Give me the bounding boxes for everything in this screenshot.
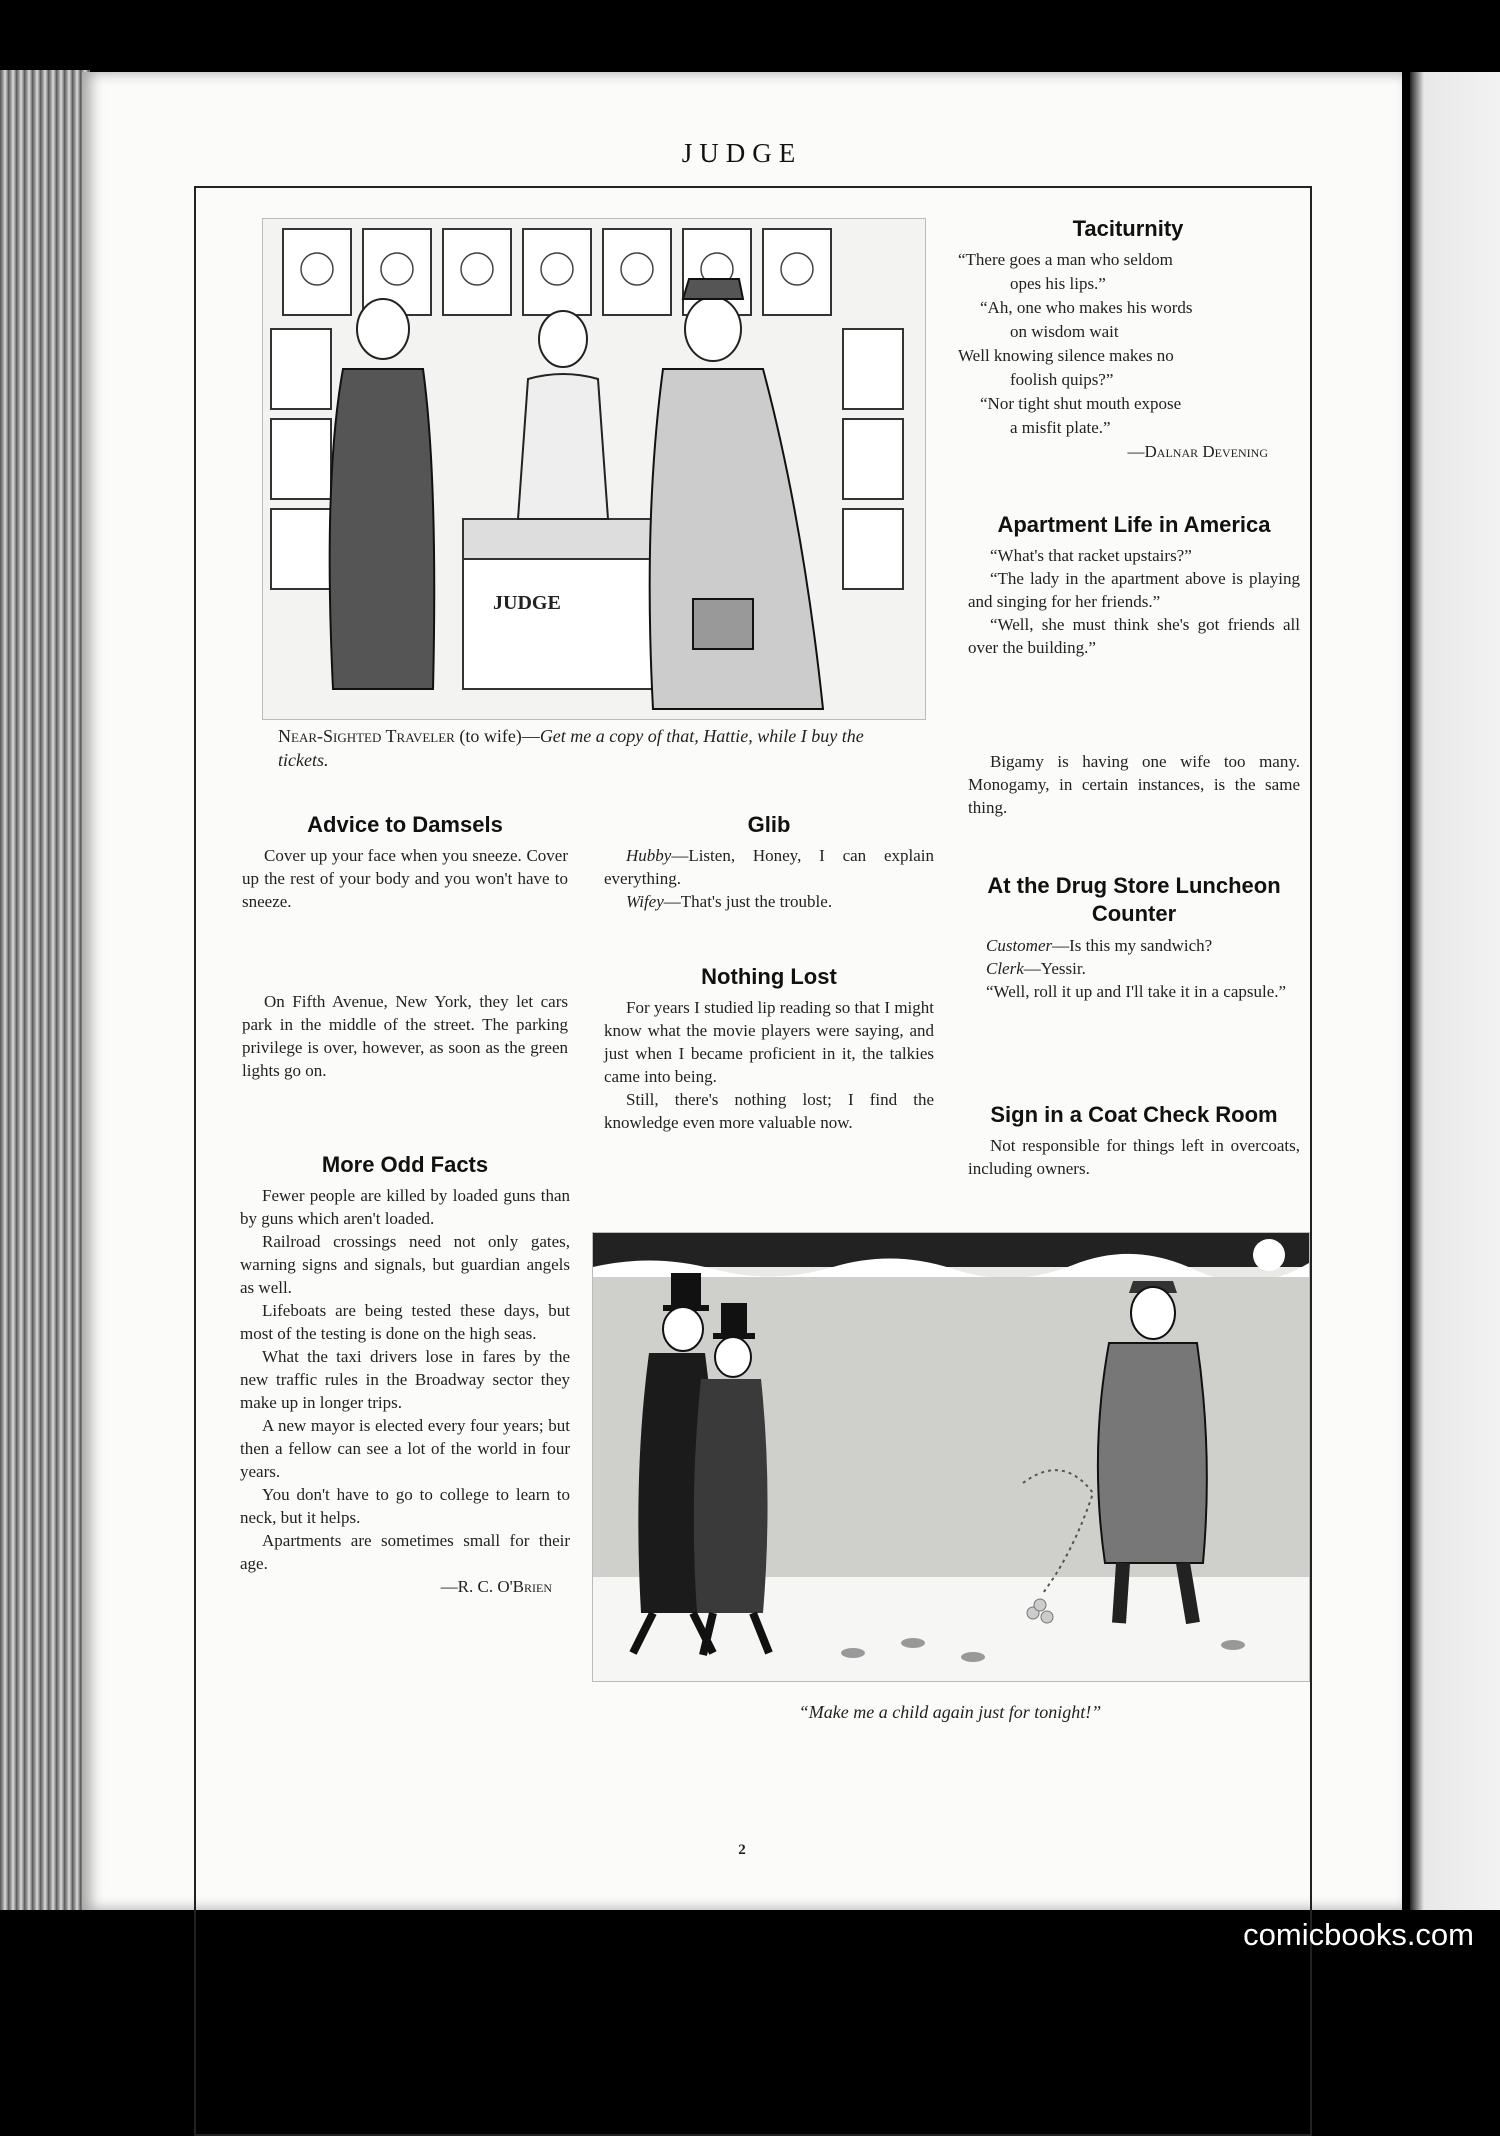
paragraph: For years I studied lip reading so that I might know what the movie players were saying, and just when I became proficient in it, the talkies came into being.	[604, 998, 934, 1086]
dialogue: —That's just the trouble.	[663, 892, 833, 911]
dialogue: “Well, roll it up and I'll take it in a capsule.”	[986, 982, 1287, 1001]
facing-page-edge	[1410, 72, 1500, 1910]
caption-quote: Get me a copy of that, Hattie, while I buy the tickets.	[278, 726, 864, 770]
advice-title: Advice to Damsels	[307, 812, 503, 837]
taciturnity-credit: —Dalnar Devening	[1127, 442, 1268, 461]
paragraph: You don't have to go to college to learn to neck, but it helps.	[240, 1485, 570, 1527]
paragraph: Not responsible for things left in overcoats, including owners.	[968, 1136, 1300, 1178]
svg-text:JUDGE: JUDGE	[493, 592, 561, 614]
speaker: Clerk	[986, 959, 1024, 978]
odd-facts-section	[240, 1152, 570, 1597]
paragraph: On Fifth Avenue, New York, they let cars park in the middle of the street. The parking privilege is over, however, as soon as the green lights go on.	[242, 992, 568, 1080]
caption-aside: (to wife)—	[459, 726, 540, 746]
newsstand-illustration	[263, 219, 925, 719]
nothing-lost-section	[604, 964, 934, 1134]
poem-line: a misfit plate.”	[1010, 418, 1111, 437]
odd-facts-title: More Odd Facts	[321, 1152, 489, 1177]
advice-section	[242, 812, 568, 913]
caption-speaker: Near-Sighted Traveler	[278, 726, 455, 746]
coat-check-section	[968, 1102, 1300, 1180]
paragraph: Lifeboats are being tested these days, but most of the testing is done on the high seas.	[240, 1301, 570, 1343]
taciturnity-section	[958, 216, 1298, 462]
dialogue: —Listen, Honey, I can explain everything.	[604, 846, 934, 888]
caption-quote: “Make me a child again just for tonight!”	[798, 1702, 1102, 1722]
winter-street-cartoon	[592, 1232, 1310, 1682]
paragraph: “What's that racket upstairs?”	[990, 546, 1192, 565]
paragraph: Cover up your face when you sneeze. Cover up the rest of your body and you won't have to sneeze.	[242, 846, 568, 911]
bigamy-section	[968, 750, 1300, 819]
paragraph: A new mayor is elected every four years; but then a fellow can see a lot of the world in four years.	[240, 1416, 570, 1481]
top-cartoon-caption	[278, 724, 918, 772]
poem-line: “Nor tight shut mouth expose	[980, 394, 1182, 413]
book-spine-edge	[0, 70, 90, 1910]
odd-facts-credit: —R. C. O'Brien	[440, 1577, 552, 1596]
taciturnity-title: Taciturnity	[1072, 216, 1184, 241]
poem-line: “There goes a man who seldom	[958, 250, 1173, 269]
poem-line: opes his lips.”	[1010, 274, 1106, 293]
nothing-lost-title: Nothing Lost	[701, 964, 837, 989]
masthead: JUDGE	[681, 138, 803, 168]
drug-store-title: At the Drug Store Luncheon Counter	[987, 873, 1281, 926]
speaker: Customer	[986, 936, 1053, 955]
drug-store-section	[964, 872, 1304, 1003]
dialogue: —Is this my sandwich?	[1052, 936, 1213, 955]
poem-line: foolish quips?”	[1010, 370, 1114, 389]
glib-section	[604, 812, 934, 913]
paragraph: Fewer people are killed by loaded guns than by guns which aren't loaded.	[240, 1186, 570, 1228]
poem-line: Well knowing silence makes no	[958, 346, 1174, 365]
bottom-cartoon-caption	[592, 1700, 1308, 1724]
fifth-avenue-section	[242, 990, 568, 1082]
winter-street-illustration	[593, 1233, 1309, 1681]
speaker: Hubby	[626, 846, 672, 865]
apartment-life-title: Apartment Life in America	[997, 512, 1271, 537]
dialogue: —Yessir.	[1023, 959, 1086, 978]
newsstand-cartoon	[262, 218, 926, 720]
paragraph: “The lady in the apartment above is playing and singing for her friends.”	[968, 569, 1300, 611]
apartment-life-section	[968, 512, 1300, 659]
paragraph: Still, there's nothing lost; I find the knowledge even more valuable now.	[604, 1090, 934, 1132]
page-number: 2	[738, 1842, 746, 1858]
glib-title: Glib	[747, 812, 791, 837]
paragraph: Railroad crossings need not only gates, warning signs and signals, but guardian angels as well.	[240, 1232, 570, 1297]
paragraph: “Well, she must think she's got friends all over the building.”	[968, 615, 1300, 657]
coat-check-title: Sign in a Coat Check Room	[990, 1102, 1278, 1127]
paragraph: Bigamy is having one wife too many. Monogamy, in certain instances, is the same thing.	[968, 752, 1300, 817]
paragraph: Apartments are sometimes small for their age.	[240, 1531, 570, 1573]
paragraph: What the taxi drivers lose in fares by the new traffic rules in the Broadway sector they make up in longer trips.	[240, 1347, 570, 1412]
poem-line: “Ah, one who makes his words	[980, 298, 1193, 317]
speaker: Wifey	[626, 892, 664, 911]
poem-line: on wisdom wait	[1010, 322, 1119, 341]
watermark: comicbooks.com	[1243, 1917, 1474, 1952]
